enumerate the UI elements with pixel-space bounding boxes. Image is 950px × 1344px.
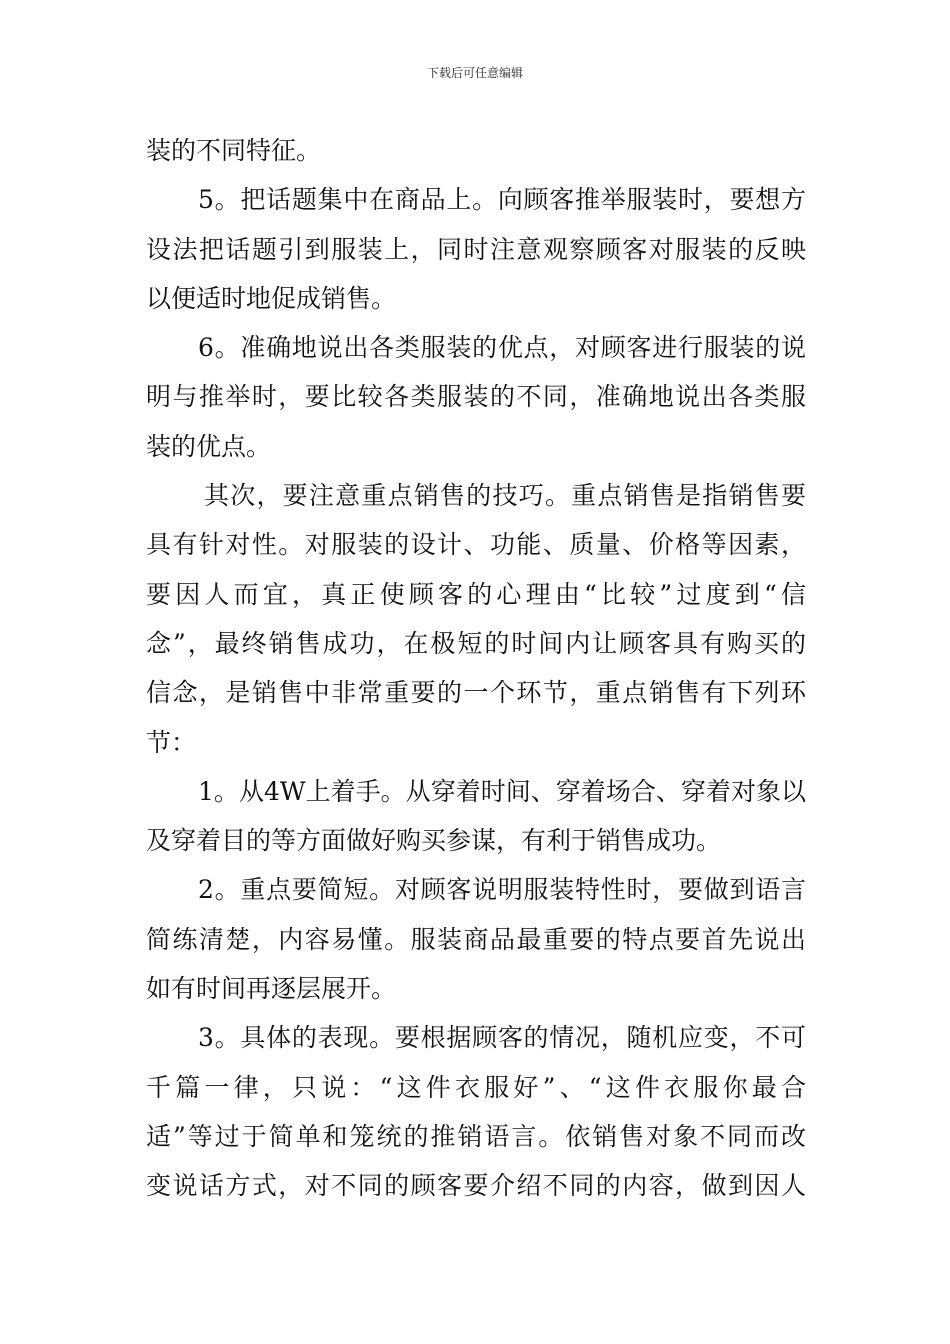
text-line: 信念，是销售中非常重要的一个环节，重点销售有下列环 — [146, 678, 806, 708]
text-line: 明与推举时，要比较各类服装的不同，准确地说出各类服 — [146, 382, 806, 412]
text-line: 6。准确地说出各类服装的优点，对顾客进行服装的说 — [198, 333, 806, 363]
document-body — [146, 126, 806, 1211]
text-line: 节： — [146, 727, 197, 757]
text-line: 3。具体的表现。要根据顾客的情况，随机应变，不可 — [198, 1023, 806, 1053]
page-header: 下载后可任意编辑 — [426, 66, 523, 80]
text-line: 设法把话题引到服装上，同时注意观察顾客对服装的反映 — [146, 234, 806, 264]
text-line: 1。从4W上着手。从穿着时间、穿着场合、穿着对象以 — [198, 776, 806, 806]
text-line: 及穿着目的等方面做好购买参谋，有利于销售成功。 — [146, 826, 722, 856]
text-line: 千篇一律，只说：“这件衣服好”、“这件衣服你最合 — [146, 1072, 806, 1102]
text-line: 变说话方式，对不同的顾客要介绍不同的内容，做到因人 — [146, 1171, 806, 1201]
text-line: 2。重点要简短。对顾客说明服装特性时，要做到语言 — [198, 875, 806, 905]
text-line: 具有针对性。对服装的设计、功能、质量、价格等因素， — [146, 530, 806, 560]
text-line: 要因人而宜，真正使顾客的心理由“比较”过度到“信 — [146, 579, 806, 609]
text-line: 以便适时地促成销售。 — [146, 283, 397, 313]
text-line: 装的不同特征。 — [146, 136, 322, 165]
text-line: 5。把话题集中在商品上。向顾客推举服装时，要想方 — [198, 185, 806, 215]
text-line: 其次，要注意重点销售的技巧。重点销售是指销售要 — [204, 481, 806, 511]
text-line: 如有时间再逐层展开。 — [146, 974, 397, 1004]
text-line: 装的优点。 — [146, 431, 272, 461]
text-line: 简练清楚，内容易懂。服装商品最重要的特点要首先说出 — [146, 924, 806, 954]
text-line: 适”等过于简单和笼统的推销语言。依销售对象不同而改 — [146, 1121, 806, 1151]
text-line: 念”，最终销售成功，在极短的时间内让顾客具有购买的 — [146, 628, 806, 658]
